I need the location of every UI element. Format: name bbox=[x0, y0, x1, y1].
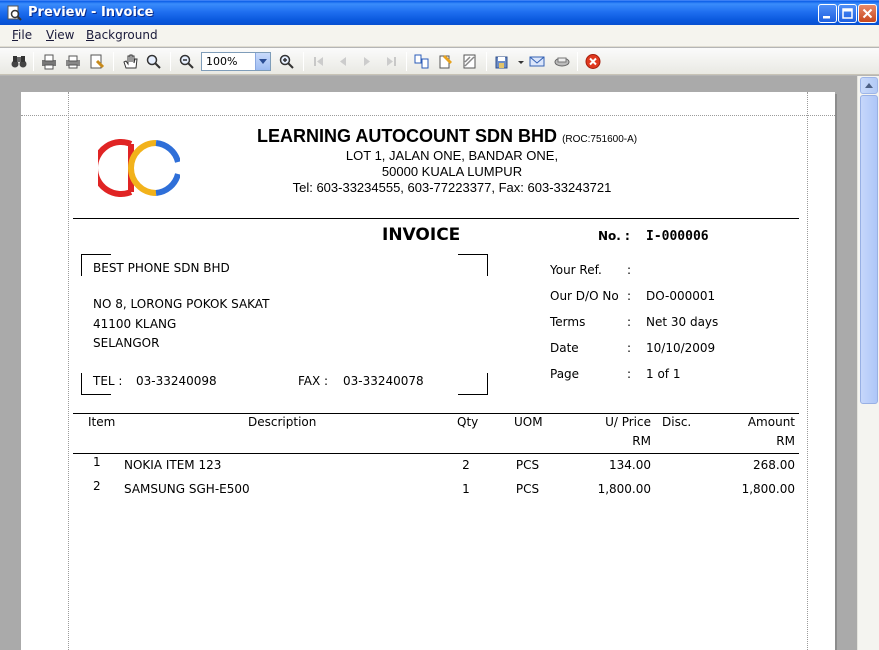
col-uom: UOM bbox=[514, 415, 543, 429]
page-setup-icon[interactable] bbox=[88, 53, 106, 70]
minimize-icon bbox=[819, 5, 836, 22]
close-preview-icon[interactable] bbox=[584, 53, 602, 70]
row-2-price: 1,800.00 bbox=[597, 482, 651, 496]
customer-fax: 03-33240078 bbox=[343, 374, 424, 388]
zoom-in-icon[interactable] bbox=[278, 53, 296, 70]
customer-fax-label: FAX : bbox=[298, 374, 329, 388]
margin-guide-top bbox=[21, 115, 835, 116]
multi-page-icon[interactable] bbox=[413, 53, 431, 70]
maximize-button[interactable] bbox=[838, 4, 857, 23]
toolbar bbox=[0, 48, 879, 75]
customer-address-2: 41100 KLANG bbox=[93, 317, 177, 331]
meta-colon: : bbox=[627, 367, 632, 381]
col-unit-price-currency: RM bbox=[632, 434, 651, 448]
invoice-no-value: I-000006 bbox=[646, 229, 709, 244]
menu-view[interactable]: View bbox=[46, 28, 75, 42]
address-bracket-br bbox=[458, 373, 488, 395]
meta-label-do-no: Our D/O No bbox=[550, 289, 619, 303]
magnifier-icon[interactable] bbox=[145, 53, 163, 70]
hand-tool-icon[interactable] bbox=[121, 53, 139, 70]
row-1-amount: 268.00 bbox=[753, 458, 795, 472]
col-qty: Qty bbox=[457, 415, 479, 429]
find-icon[interactable] bbox=[10, 53, 28, 70]
window-title: Preview - Invoice bbox=[28, 5, 154, 20]
highlight-icon[interactable] bbox=[437, 53, 455, 70]
title-bar[interactable] bbox=[0, 0, 879, 25]
close-icon bbox=[859, 5, 876, 22]
table-header-rule bbox=[73, 453, 799, 454]
meta-value-terms: Net 30 days bbox=[646, 315, 719, 329]
company-logo bbox=[98, 134, 180, 204]
export-icon[interactable] bbox=[494, 53, 512, 70]
print-icon[interactable] bbox=[64, 53, 82, 70]
menu-file[interactable]: File bbox=[12, 28, 33, 42]
customer-address-3: SELANGOR bbox=[93, 336, 160, 350]
col-description: Description bbox=[248, 415, 317, 429]
prev-page-icon[interactable] bbox=[334, 53, 352, 70]
col-item: Item bbox=[88, 415, 116, 429]
scroll-up-button[interactable] bbox=[860, 77, 878, 94]
address-bracket-tr bbox=[458, 254, 488, 276]
meta-value-page: 1 of 1 bbox=[646, 367, 681, 381]
last-page-icon[interactable] bbox=[382, 53, 400, 70]
meta-colon: : bbox=[627, 263, 632, 277]
row-2-item: 2 bbox=[93, 479, 101, 493]
first-page-icon[interactable] bbox=[310, 53, 328, 70]
meta-label-date: Date bbox=[550, 341, 579, 355]
company-address-1: LOT 1, JALAN ONE, BANDAR ONE, bbox=[345, 148, 559, 163]
col-unit-price: U/ Price bbox=[605, 415, 651, 429]
company-name: LEARNING AUTOCOUNT SDN BHD bbox=[257, 126, 557, 146]
company-roc: (ROC:751600-A) bbox=[562, 134, 638, 145]
minimize-button[interactable] bbox=[818, 4, 837, 23]
close-button[interactable] bbox=[858, 4, 877, 23]
scroll-thumb[interactable] bbox=[860, 95, 878, 404]
meta-value-date: 10/10/2009 bbox=[646, 341, 716, 355]
zoom-dropdown-arrow[interactable] bbox=[255, 53, 270, 70]
col-amount: Amount bbox=[747, 415, 795, 429]
row-2-uom: PCS bbox=[515, 482, 540, 496]
preview-area[interactable] bbox=[0, 76, 857, 650]
table-top-rule bbox=[73, 413, 799, 414]
invoice-page bbox=[21, 92, 835, 650]
next-page-icon[interactable] bbox=[358, 53, 376, 70]
header-rule bbox=[73, 218, 799, 219]
company-header bbox=[257, 126, 637, 147]
export-dropdown-icon[interactable] bbox=[512, 53, 522, 70]
preview-app-icon bbox=[6, 5, 22, 21]
invoice-no-label: No. : bbox=[598, 229, 630, 243]
customer-tel: 03-33240098 bbox=[136, 374, 217, 388]
meta-label-your-ref: Your Ref. bbox=[550, 263, 602, 277]
row-2-description: SAMSUNG SGH-E500 bbox=[124, 482, 250, 496]
menu-bar bbox=[0, 25, 879, 47]
margin-guide-left bbox=[68, 92, 69, 650]
invoice-title: INVOICE bbox=[382, 225, 461, 245]
meta-label-page: Page bbox=[550, 367, 580, 381]
row-1-item: 1 bbox=[93, 455, 101, 469]
maximize-icon bbox=[839, 5, 856, 22]
watermark-icon[interactable] bbox=[461, 53, 479, 70]
meta-colon: : bbox=[627, 315, 632, 329]
row-2-amount: 1,800.00 bbox=[741, 482, 795, 496]
meta-colon: : bbox=[627, 341, 632, 355]
row-2-qty: 1 bbox=[462, 482, 470, 496]
row-1-description: NOKIA ITEM 123 bbox=[124, 458, 222, 472]
col-disc: Disc. bbox=[662, 415, 692, 429]
meta-colon: : bbox=[627, 289, 632, 303]
customer-tel-label: TEL : bbox=[93, 374, 123, 388]
col-amount-currency: RM bbox=[776, 434, 795, 448]
zoom-combobox[interactable] bbox=[201, 52, 271, 71]
vertical-scrollbar[interactable] bbox=[857, 76, 879, 650]
fax-icon[interactable] bbox=[553, 53, 571, 70]
customer-address-1: NO 8, LORONG POKOK SAKAT bbox=[93, 297, 270, 311]
margin-guide-right bbox=[807, 92, 808, 650]
print-setup-icon[interactable] bbox=[40, 53, 58, 70]
zoom-out-icon[interactable] bbox=[178, 53, 196, 70]
zoom-value: 100% bbox=[206, 55, 238, 68]
row-1-price: 134.00 bbox=[609, 458, 651, 472]
menu-background[interactable]: Background bbox=[86, 28, 158, 42]
customer-name: BEST PHONE SDN BHD bbox=[93, 261, 230, 275]
email-icon[interactable] bbox=[528, 53, 546, 70]
meta-label-terms: Terms bbox=[550, 315, 586, 329]
row-1-uom: PCS bbox=[515, 458, 540, 472]
company-address-2: 50000 KUALA LUMPUR bbox=[381, 164, 523, 179]
company-contact: Tel: 603-33234555, 603-77223377, Fax: 603-33243721 bbox=[292, 180, 612, 195]
row-1-qty: 2 bbox=[462, 458, 470, 472]
meta-value-do-no: DO-000001 bbox=[646, 289, 716, 303]
